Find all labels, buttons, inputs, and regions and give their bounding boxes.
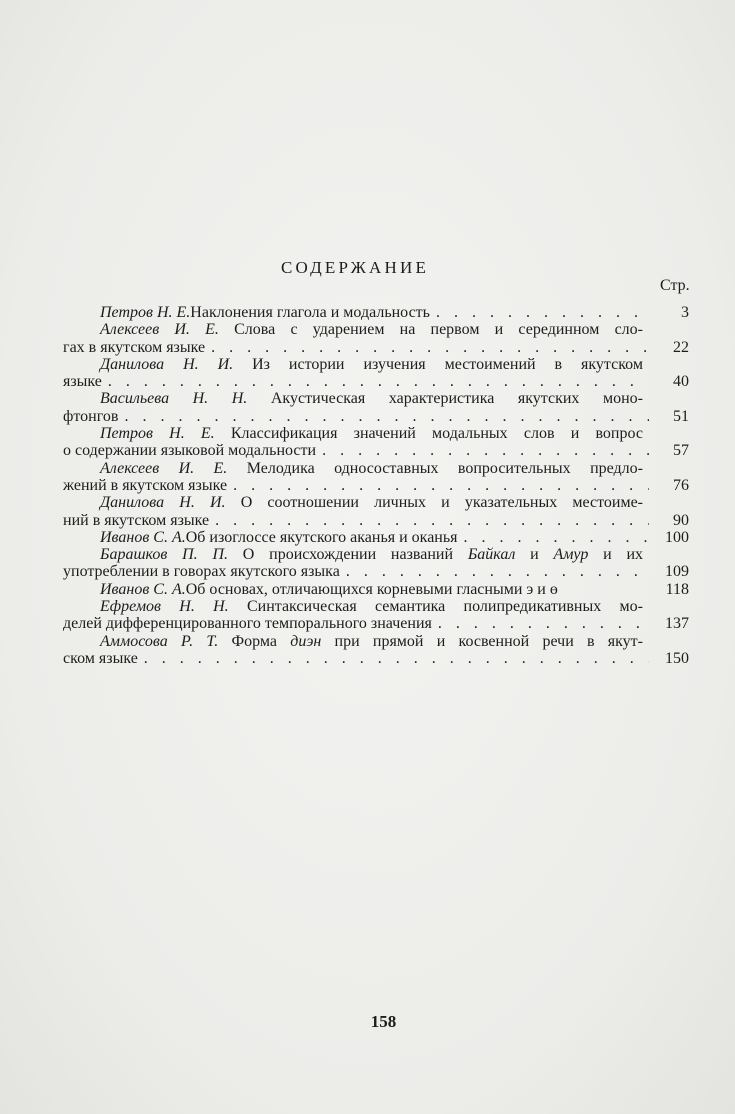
entry-author: Ефремов Н. Н. xyxy=(100,598,229,616)
toc-line xyxy=(63,442,689,459)
dot-leader xyxy=(464,529,649,546)
entry-title: Об изоглоссе якутского аканья и оканья xyxy=(185,528,458,546)
entry-author: Данилова Н. И. xyxy=(100,494,226,512)
entry-title: Акустическая характеристика якутских моно- xyxy=(247,390,643,408)
entry-title-cont: ском языке xyxy=(63,649,138,667)
dot-leader xyxy=(144,650,649,667)
entry-title-cont: языке xyxy=(63,373,102,391)
toc-entry xyxy=(63,546,689,581)
entry-title: Классификация значений модальных слов и вопрос xyxy=(214,425,643,443)
toc-line xyxy=(63,390,689,407)
entry-page: 22 xyxy=(673,338,689,356)
toc-line xyxy=(63,581,689,598)
entry-title-cont: жений в якутском языке xyxy=(63,476,228,494)
toc-line xyxy=(63,321,689,338)
toc-entry xyxy=(63,356,689,391)
entry-title-cont: ний в якутском языке xyxy=(63,511,210,529)
entry-title: Слова с ударением на первом и серединном сло- xyxy=(218,321,643,339)
page-column-label: Стр. xyxy=(660,277,690,294)
entry-title-italic: диэн xyxy=(290,632,322,650)
toc-line xyxy=(63,563,689,580)
toc-line xyxy=(63,494,689,511)
entry-page: 150 xyxy=(665,649,689,667)
entry-title-cont: гах в якутском языке xyxy=(63,338,206,356)
entry-title-cont: делей дифференцированного темпорального значения xyxy=(63,615,432,633)
entry-page: 100 xyxy=(665,528,689,546)
toc-entry xyxy=(63,304,689,321)
dot-leader xyxy=(438,615,649,632)
dot-leader xyxy=(346,563,649,580)
entry-title: Мелодика односоставных вопросительных предло- xyxy=(227,459,643,477)
toc-line xyxy=(63,408,689,425)
entry-title-cont: фтонгов xyxy=(63,407,119,425)
entry-author: Петров Н. Е. xyxy=(100,304,191,321)
entry-title: Синтаксическая семантика полипредикативных мо- xyxy=(228,598,643,616)
entry-page: 76 xyxy=(673,476,689,494)
toc-line xyxy=(63,460,689,477)
entry-title-cont: употреблении в говорах якутского языка xyxy=(63,563,340,581)
toc-entry xyxy=(63,581,689,598)
toc-line xyxy=(63,598,689,615)
toc-line xyxy=(63,529,689,546)
entry-title-italic: Амур xyxy=(553,546,589,564)
dot-leader xyxy=(108,373,649,390)
toc-line xyxy=(63,477,689,494)
dot-leader xyxy=(211,339,649,356)
entry-author: Алексеев И. Е. xyxy=(100,459,228,477)
entry-author: Алексеев И. Е. xyxy=(100,321,219,339)
entry-title: Из истории изучения местоимений в якутском xyxy=(233,355,643,373)
toc-entry xyxy=(63,321,689,356)
entry-author: Петров Н. Е. xyxy=(100,425,215,443)
entry-title: О соотношении личных и указательных местоиме- xyxy=(225,494,644,512)
entry-title-italic: Байкал xyxy=(467,546,516,564)
toc-line xyxy=(63,356,689,373)
toc-line xyxy=(63,304,689,321)
entry-title-cont: о содержании языковой модальности xyxy=(63,442,317,460)
toc-line xyxy=(63,339,689,356)
entry-title: О происхождении названий xyxy=(228,546,468,564)
dot-leader xyxy=(322,442,649,459)
entry-author: Аммосова Р. Т. xyxy=(100,632,219,650)
entry-page: 57 xyxy=(673,442,689,460)
dot-leader xyxy=(233,477,649,494)
entry-page: 3 xyxy=(681,304,689,321)
toc-line xyxy=(63,373,689,390)
entry-author: Барашков П. П. xyxy=(100,546,229,564)
entry-title: и их xyxy=(588,546,643,564)
entry-author: Васильева Н. Н. xyxy=(100,390,248,408)
toc-line xyxy=(63,650,689,667)
entry-page: 90 xyxy=(673,511,689,529)
dot-leader xyxy=(124,408,649,425)
entry-title: при прямой и косвенной речи в якут- xyxy=(321,632,643,650)
entry-page: 51 xyxy=(673,407,689,425)
entry-page: 109 xyxy=(665,563,689,581)
page-number: 158 xyxy=(370,1012,397,1031)
entry-title: Форма xyxy=(218,632,291,650)
entry-author: Иванов С. А. xyxy=(100,528,186,546)
toc-entry xyxy=(63,425,689,460)
entry-title: Об основах, отличающихся корневыми гласными э и ө xyxy=(185,580,558,598)
toc-entry xyxy=(63,494,689,529)
toc-entry xyxy=(63,633,689,668)
entry-author: Иванов С. А. xyxy=(100,580,186,598)
toc-line xyxy=(63,425,689,442)
toc-heading: СОДЕРЖАНИЕ xyxy=(280,258,430,277)
dot-leader xyxy=(215,512,649,529)
toc-entry xyxy=(63,460,689,495)
dot-leader xyxy=(436,304,649,321)
toc-entry xyxy=(63,598,689,633)
toc-entry xyxy=(63,529,689,546)
toc-line xyxy=(63,633,689,650)
toc-line xyxy=(63,546,689,563)
entry-page: 118 xyxy=(665,580,689,598)
entry-title: и xyxy=(515,546,554,564)
entry-page: 137 xyxy=(665,615,689,633)
entry-author: Данилова Н. И. xyxy=(100,355,234,373)
entry-page: 40 xyxy=(673,373,689,391)
toc-line xyxy=(63,512,689,529)
entry-title: Наклонения глагола и модальность xyxy=(190,304,430,321)
toc-line xyxy=(63,615,689,632)
table-of-contents xyxy=(63,304,689,667)
toc-entry xyxy=(63,390,689,425)
